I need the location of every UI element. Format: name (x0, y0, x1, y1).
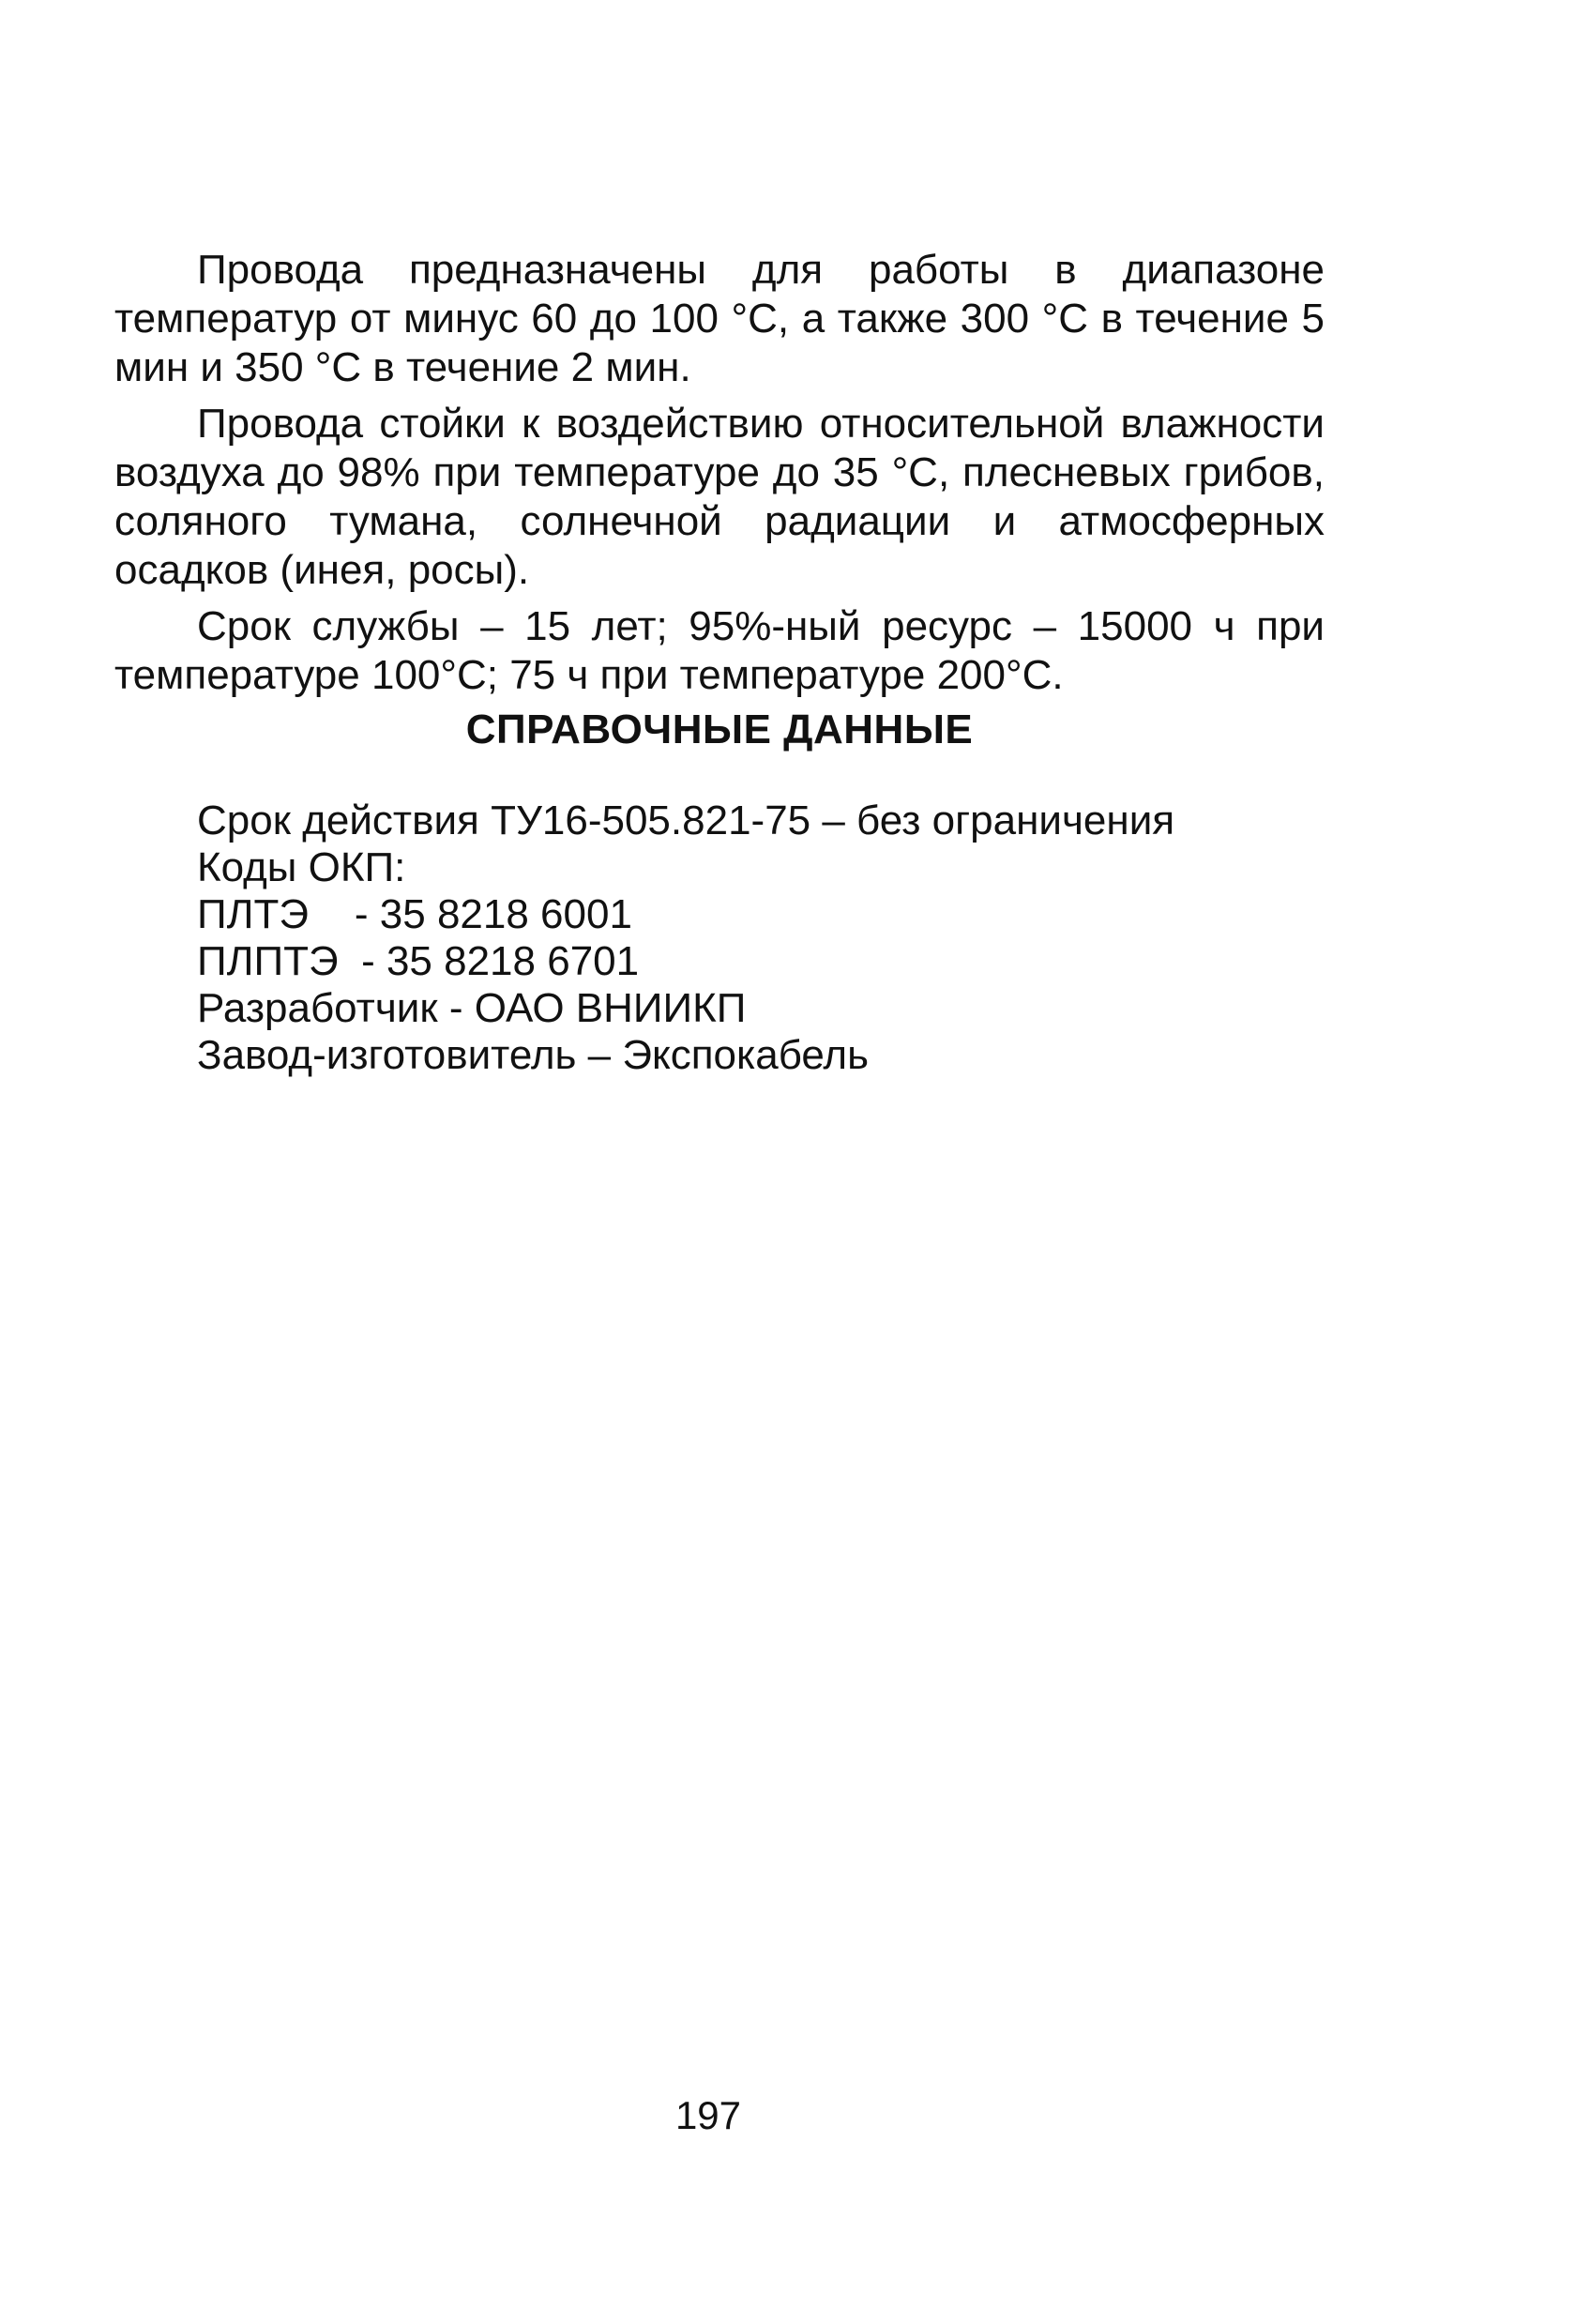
paragraph-service-life: Срок службы – 15 лет; 95%-ный ресурс – 15000 ч при температуре 100°С; 75 ч при температуре 200°С. (114, 603, 1325, 698)
reference-line-plpte: ПЛПТЭ - 35 8218 6701 (197, 938, 640, 984)
page-number: 197 (674, 2093, 742, 2137)
reference-line-validity: Срок действия ТУ16-505.821-75 – без ограничения (197, 797, 1175, 843)
reference-data-list (197, 797, 1323, 1079)
paragraph-environmental-resistance: Провода стойки к воздействию относительной влажности воздуха до 98% при температуре до 35 °С, плесневых грибов, соляного тумана, солнечной радиации и атмосферных осадков (инея, росы). (114, 401, 1325, 593)
reference-line-plte: ПЛТЭ - 35 8218 6001 (197, 891, 632, 937)
section-heading: СПРАВОЧНЫЕ ДАННЫЕ (465, 706, 974, 752)
reference-line-developer: Разработчик - ОАО ВНИИКП (197, 985, 747, 1031)
body-text (114, 246, 1325, 700)
reference-line-manufacturer: Завод-изготовитель – Экспокабель (197, 1032, 870, 1078)
paragraph-operating-temperature: Провода предназначены для работы в диапазоне температур от минус 60 до 100 °С, а также 300 °С в течение 5 мин и 350 °С в течение 2 мин. (114, 247, 1325, 390)
reference-line-okp-codes: Коды ОКП: (197, 844, 406, 890)
